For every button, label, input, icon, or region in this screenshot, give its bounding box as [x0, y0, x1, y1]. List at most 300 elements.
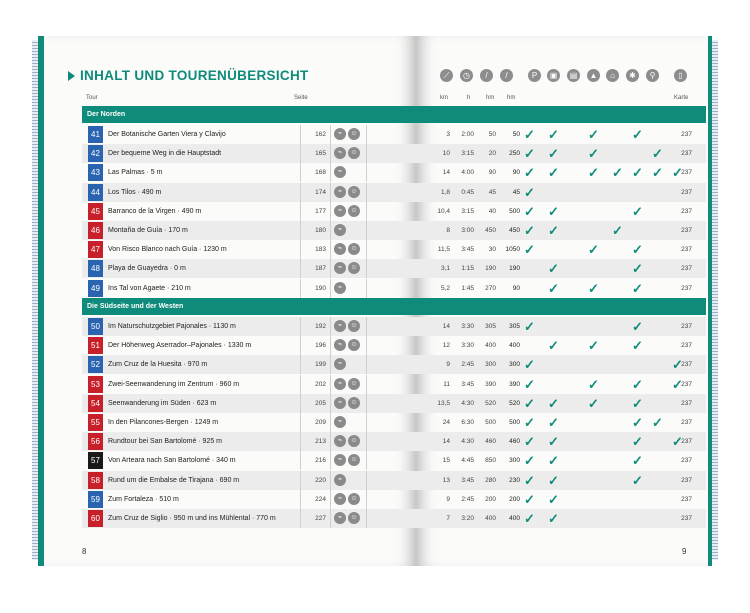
duration-h: 3:20	[461, 515, 474, 522]
duration-h: 4:30	[461, 438, 474, 446]
table-row	[82, 183, 416, 202]
check-icon: ✓	[524, 223, 535, 238]
distance-km: 13	[442, 476, 450, 484]
check-icon: ✓	[524, 203, 535, 219]
tour-name: Playa de Guayedra · 0 m	[108, 265, 186, 273]
map-ref: 237	[681, 265, 692, 273]
difficulty-icon: ⌁	[334, 320, 346, 332]
page-ref: 224	[315, 495, 326, 503]
duration-h: 1:15	[461, 265, 474, 273]
tour-name: Der bequeme Weg in die Hauptstadt	[108, 150, 222, 158]
column-divider	[300, 202, 301, 221]
family-icon: ☺	[348, 378, 360, 390]
header-h: h	[467, 95, 471, 101]
distance-km: 14	[442, 438, 450, 446]
column-divider	[366, 413, 367, 432]
column-divider	[366, 183, 367, 202]
check-icon: ✓	[524, 376, 535, 392]
table-row	[82, 336, 416, 355]
map-ref: 237	[681, 515, 692, 522]
page-ref: 209	[315, 419, 326, 426]
ascent-hm: 400	[485, 515, 496, 522]
table-row	[82, 163, 416, 182]
distance-km: 10,4	[437, 207, 450, 215]
check-icon: ✓	[524, 146, 535, 162]
table-row	[416, 279, 706, 298]
table-row	[82, 490, 416, 509]
column-divider	[300, 259, 301, 278]
column-divider	[330, 221, 331, 240]
column-divider	[366, 144, 367, 163]
difficulty-icon: ⌁	[334, 243, 346, 255]
page-ref: 216	[315, 457, 326, 465]
check-icon: ✓	[672, 434, 683, 450]
family-icon: ☺	[348, 128, 360, 140]
difficulty-icon: ⌁	[334, 262, 346, 274]
column-divider	[330, 375, 331, 394]
descent-hm: 300	[509, 361, 520, 369]
table-row	[416, 259, 706, 278]
family-icon: ☺	[348, 454, 360, 466]
page-ref: 168	[315, 169, 326, 177]
check-icon: ✓	[524, 395, 535, 411]
column-divider	[366, 259, 367, 278]
ascent-hm: 50	[488, 131, 496, 138]
column-divider	[330, 471, 331, 490]
distance-km: 3,1	[440, 265, 450, 273]
column-divider	[330, 413, 331, 432]
table-row	[416, 509, 706, 528]
distance-km: 8	[446, 227, 450, 234]
map-ref: 237	[681, 399, 692, 407]
check-icon: ✓	[524, 165, 535, 181]
difficulty-icon: ⌁	[334, 435, 346, 447]
column-divider	[366, 125, 367, 144]
header-tour: Tour	[86, 95, 98, 101]
tour-number: 55	[88, 414, 103, 431]
check-icon: ✓	[632, 203, 643, 219]
tour-number: 48	[88, 260, 103, 277]
check-icon: ✓	[632, 280, 643, 296]
ascent-hm: 450	[485, 227, 496, 234]
map-ref: 237	[681, 227, 692, 234]
ascent-hm: 90	[488, 169, 496, 177]
slash-icon: /	[500, 69, 513, 82]
tour-name: Zwei-Seenwanderung im Zentrum · 960 m	[108, 380, 240, 388]
difficulty-icon: ⌁	[334, 186, 346, 198]
page-ref: 190	[315, 284, 326, 292]
table-row	[416, 163, 706, 182]
column-divider	[366, 221, 367, 240]
road-icon: ⟋	[440, 69, 453, 82]
table-row	[416, 394, 706, 413]
map-ref: 237	[681, 342, 692, 350]
distance-km: 14	[442, 323, 450, 330]
page-ref: 227	[315, 515, 326, 522]
table-row	[416, 317, 706, 336]
ascent-hm: 390	[485, 380, 496, 388]
check-icon: ✓	[588, 127, 599, 142]
descent-hm: 45	[512, 188, 520, 196]
column-divider	[300, 394, 301, 413]
page-number-left: 8	[82, 547, 87, 556]
column-divider	[330, 355, 331, 374]
table-row	[82, 451, 416, 470]
descent-hm: 450	[509, 227, 520, 234]
table-row	[416, 221, 706, 240]
tour-number: 45	[88, 203, 103, 220]
difficulty-icon: ⌁	[334, 378, 346, 390]
check-icon: ✓	[632, 453, 643, 469]
cablecar-icon: ▤	[567, 69, 580, 82]
difficulty-icon: ⌁	[334, 166, 346, 178]
table-row	[416, 490, 706, 509]
page-ref: 205	[315, 399, 326, 407]
difficulty-icon: ⌁	[334, 339, 346, 351]
column-divider	[366, 336, 367, 355]
check-icon: ✓	[548, 280, 559, 296]
column-divider	[330, 509, 331, 528]
ascent-hm: 40	[488, 207, 496, 215]
descent-hm: 90	[512, 169, 520, 177]
check-icon: ✓	[632, 261, 643, 277]
table-row	[416, 125, 706, 144]
check-icon: ✓	[548, 146, 559, 162]
table-row	[82, 471, 416, 490]
column-divider	[300, 451, 301, 470]
descent-hm: 460	[509, 438, 520, 446]
difficulty-icon: ⌁	[334, 493, 346, 505]
tour-name: Las Palmas · 5 m	[108, 169, 163, 177]
descent-hm: 400	[509, 515, 520, 522]
column-divider	[330, 336, 331, 355]
check-icon: ✓	[548, 415, 559, 430]
check-icon: ✓	[524, 491, 535, 507]
column-divider	[366, 490, 367, 509]
tour-number: 41	[88, 126, 103, 143]
check-icon: ✓	[548, 338, 559, 354]
column-divider	[330, 202, 331, 221]
descent-hm: 500	[509, 419, 520, 426]
distance-km: 14	[442, 169, 450, 177]
family-icon: ☺	[348, 205, 360, 217]
tour-number: 46	[88, 222, 103, 239]
check-icon: ✓	[632, 395, 643, 411]
distance-km: 12	[442, 342, 450, 350]
table-row	[416, 336, 706, 355]
page-ref: 177	[315, 207, 326, 215]
tour-number: 58	[88, 472, 103, 489]
map-ref: 237	[681, 246, 692, 254]
column-divider	[300, 240, 301, 259]
map-ref: 237	[681, 169, 692, 177]
distance-km: 9	[446, 495, 450, 503]
table-row	[82, 279, 416, 298]
map-ref: 237	[681, 476, 692, 484]
check-icon: ✓	[652, 146, 663, 162]
ascent-hm: 300	[485, 361, 496, 369]
ascent-hm: 30	[488, 246, 496, 254]
title-arrow-icon	[68, 71, 75, 81]
column-divider	[300, 144, 301, 163]
column-divider	[366, 432, 367, 451]
column-divider	[300, 163, 301, 182]
difficulty-icon: ⌁	[334, 474, 346, 486]
check-icon: ✓	[632, 165, 643, 181]
page-ref: 174	[315, 188, 326, 196]
difficulty-icon: ⌁	[334, 128, 346, 140]
column-divider	[366, 355, 367, 374]
check-icon: ✓	[548, 261, 559, 277]
ascent-hm: 400	[485, 342, 496, 350]
right-page	[416, 36, 708, 566]
column-divider	[366, 394, 367, 413]
check-icon: ✓	[672, 165, 683, 181]
tour-name: In den Pilancones-Bergen · 1249 m	[108, 419, 219, 426]
page-ref: 183	[315, 246, 326, 254]
check-icon: ✓	[548, 491, 559, 507]
ascent-hm: 200	[485, 495, 496, 503]
distance-km: 5,2	[440, 284, 450, 292]
check-icon: ✓	[612, 223, 623, 238]
column-divider	[300, 317, 301, 336]
difficulty-icon: ⌁	[334, 416, 346, 428]
column-divider	[300, 375, 301, 394]
left-page	[44, 36, 416, 566]
column-divider	[366, 509, 367, 528]
tour-number: 47	[88, 241, 103, 258]
check-icon: ✓	[548, 453, 559, 469]
ascent-hm: 520	[485, 399, 496, 407]
table-row	[416, 471, 706, 490]
duration-h: 3:00	[461, 227, 474, 234]
check-icon: ✓	[632, 338, 643, 354]
check-icon: ✓	[548, 223, 559, 238]
tour-number: 59	[88, 491, 103, 508]
ascent-hm: 45	[488, 188, 496, 196]
column-divider	[330, 451, 331, 470]
page-number-right: 9	[682, 547, 687, 556]
map-ref: 237	[681, 419, 692, 426]
tour-name: Zum Cruz de Siglio · 950 m und ins Mühlental · 770 m	[108, 515, 276, 522]
phone-icon: ▯	[674, 69, 687, 82]
tour-name: Der Botanische Garten Viera y Clavijo	[108, 131, 226, 138]
duration-h: 4:30	[461, 399, 474, 407]
check-icon: ✓	[588, 280, 599, 296]
descent-hm: 305	[509, 323, 520, 330]
duration-h: 3:30	[461, 342, 474, 350]
descent-hm: 90	[512, 284, 520, 292]
check-icon: ✓	[672, 376, 683, 392]
tent-icon: ⌂	[606, 69, 619, 82]
check-icon: ✓	[632, 472, 643, 488]
map-ref: 237	[681, 457, 692, 465]
table-row	[416, 240, 706, 259]
check-icon: ✓	[524, 127, 535, 142]
duration-h: 3:45	[461, 380, 474, 388]
tour-number: 52	[88, 356, 103, 373]
check-icon: ✓	[588, 395, 599, 411]
column-divider	[300, 183, 301, 202]
distance-km: 11,5	[437, 246, 450, 254]
tour-name: Der Höhenweg Aserrador–Pajonales · 1330 m	[108, 342, 252, 350]
ascent-hm: 20	[488, 150, 496, 158]
family-icon: ☺	[348, 512, 360, 524]
duration-h: 1:45	[461, 284, 474, 292]
distance-km: 15	[442, 457, 450, 465]
distance-km: 24	[442, 419, 450, 426]
map-ref: 237	[681, 323, 692, 330]
descent-hm: 300	[509, 457, 520, 465]
duration-h: 3:45	[461, 246, 474, 254]
map-ref: 237	[681, 495, 692, 503]
page-ref: 202	[315, 380, 326, 388]
descent-hm: 400	[509, 342, 520, 350]
tour-number: 53	[88, 376, 103, 393]
check-icon: ✓	[588, 376, 599, 392]
distance-km: 3	[446, 131, 450, 138]
column-divider	[330, 490, 331, 509]
column-divider	[330, 394, 331, 413]
duration-h: 2:00	[461, 131, 474, 138]
descent-hm: 50	[512, 131, 520, 138]
tour-name: Los Tilos · 490 m	[108, 188, 162, 196]
table-row	[416, 375, 706, 394]
table-row	[82, 144, 416, 163]
check-icon: ✓	[524, 453, 535, 469]
check-icon: ✓	[548, 395, 559, 411]
page-ref: 180	[315, 227, 326, 234]
column-divider	[330, 432, 331, 451]
table-row	[416, 355, 706, 374]
check-icon: ✓	[548, 203, 559, 219]
table-row	[82, 240, 416, 259]
page-ref: 165	[315, 150, 326, 158]
tour-name: Zum Fortaleza · 510 m	[108, 495, 179, 503]
check-icon: ✓	[588, 165, 599, 181]
tour-number: 44	[88, 184, 103, 201]
tour-name: Ins Tal von Agaete · 210 m	[108, 284, 191, 292]
family-icon: ☺	[348, 262, 360, 274]
table-row	[82, 202, 416, 221]
descent-hm: 190	[509, 265, 520, 273]
table-row	[82, 355, 416, 374]
snowflake-icon: ✱	[626, 69, 639, 82]
column-divider	[366, 317, 367, 336]
family-icon: ☺	[348, 435, 360, 447]
page-ref: 192	[315, 323, 326, 330]
column-divider	[366, 202, 367, 221]
column-divider	[330, 317, 331, 336]
tour-name: Rund um die Embalse de Tirajana · 690 m	[108, 476, 240, 484]
ascent-hm: 850	[485, 457, 496, 465]
check-icon: ✓	[548, 434, 559, 450]
check-icon: ✓	[548, 165, 559, 181]
family-icon: ☺	[348, 493, 360, 505]
column-divider	[366, 279, 367, 298]
column-divider	[330, 259, 331, 278]
duration-h: 2:45	[461, 495, 474, 503]
map-ref: 237	[681, 438, 692, 446]
check-icon: ✓	[612, 165, 623, 181]
check-icon: ✓	[524, 357, 535, 373]
ascent-hm: 305	[485, 323, 496, 330]
difficulty-icon: ⌁	[334, 282, 346, 294]
table-row	[82, 413, 416, 432]
descent-hm: 1050	[505, 246, 520, 254]
tour-number: 56	[88, 433, 103, 450]
check-icon: ✓	[632, 434, 643, 450]
tour-number: 50	[88, 318, 103, 335]
header-hm-up: hm	[486, 95, 495, 101]
difficulty-icon: ⌁	[334, 224, 346, 236]
section-header: Der Norden	[82, 106, 416, 123]
check-icon: ✓	[632, 415, 643, 430]
family-icon: ☺	[348, 320, 360, 332]
tour-number: 51	[88, 337, 103, 354]
ascent-hm: 270	[485, 284, 496, 292]
check-icon: ✓	[672, 357, 683, 373]
column-divider	[366, 163, 367, 182]
check-icon: ✓	[548, 511, 559, 526]
difficulty-icon: ⌁	[334, 358, 346, 370]
difficulty-icon: ⌁	[334, 512, 346, 524]
column-divider	[330, 183, 331, 202]
descent-hm: 250	[509, 150, 520, 158]
duration-h: 3:45	[461, 476, 474, 484]
check-icon: ✓	[524, 415, 535, 430]
check-icon: ✓	[524, 184, 535, 200]
duration-h: 0:45	[461, 188, 474, 196]
difficulty-icon: ⌁	[334, 397, 346, 409]
family-icon: ☺	[348, 186, 360, 198]
map-ref: 237	[681, 207, 692, 215]
duration-h: 4:00	[461, 169, 474, 177]
table-row	[82, 509, 416, 528]
tour-number: 49	[88, 280, 103, 297]
column-divider	[330, 163, 331, 182]
distance-km: 9	[446, 361, 450, 369]
tour-name: Montaña de Guía · 170 m	[108, 227, 188, 234]
check-icon: ✓	[524, 511, 535, 526]
ascent-hm: 190	[485, 265, 496, 273]
difficulty-icon: ⌁	[334, 147, 346, 159]
table-row	[82, 394, 416, 413]
tour-name: Von Arteara nach San Bartolomé · 340 m	[108, 457, 236, 465]
check-icon: ✓	[588, 338, 599, 354]
family-icon: ☺	[348, 339, 360, 351]
duration-h: 2:45	[461, 361, 474, 369]
difficulty-icon: ⌁	[334, 205, 346, 217]
tour-number: 57	[88, 452, 103, 469]
tour-name: Von Risco Blanco nach Guía · 1230 m	[108, 246, 227, 254]
distance-km: 13,5	[437, 399, 450, 407]
table-row	[82, 221, 416, 240]
column-divider	[300, 490, 301, 509]
column-divider	[300, 509, 301, 528]
check-icon: ✓	[632, 127, 643, 142]
tour-name: Seenwanderung im Süden · 623 m	[108, 399, 217, 407]
check-icon: ✓	[524, 434, 535, 450]
section-header-bar	[416, 106, 706, 123]
column-divider	[300, 432, 301, 451]
column-divider	[330, 125, 331, 144]
tour-name: Rundtour bei San Bartolomé · 925 m	[108, 438, 223, 446]
bike-icon: ⚲	[646, 69, 659, 82]
section-header-bar	[416, 298, 706, 315]
column-divider	[330, 279, 331, 298]
peak-icon: ▲	[587, 69, 600, 82]
